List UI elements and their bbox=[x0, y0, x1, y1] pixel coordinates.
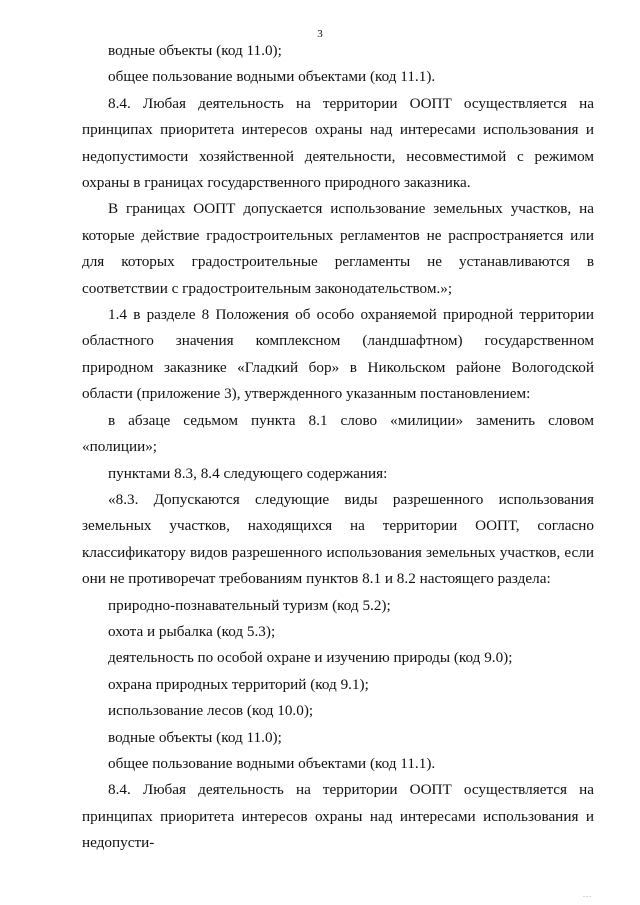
document-body bbox=[82, 38, 594, 857]
list-item-tourism: природно-познавательный туризм (код 5.2); bbox=[108, 596, 391, 614]
paragraph-clause-8-4-repeat: 8.4. Любая деятельность на территории ООПТ осуществляется на принципах приоритета интересов охраны над интересами использования и недопусти- bbox=[82, 781, 594, 852]
paragraph-item-1-4: 1.4 в разделе 8 Положения об особо охраняемой природной территории областного значения комплексном (ландшафтном) государственном природном заказнике «Гладкий бор» в Никольском районе Вологодской области (приложение 3), утвержденного указанным постановлением: bbox=[82, 306, 594, 403]
page-number: 3 bbox=[317, 28, 323, 40]
list-item-nature-protection: деятельность по особой охране и изучению природы (код 9.0); bbox=[108, 649, 513, 667]
paragraph-clause-8-4: 8.4. Любая деятельность на территории ООПТ осуществляется на принципах приоритета интересов охраны над интересами использования и недопустимости хозяйственной деятельности, несовместимой с режимом охраны в границах государственного природного заказника. bbox=[82, 94, 594, 192]
paragraph-land-use: В границах ООПТ допускается использование земельных участков, на которые действие градостроительных регламентов не распространяется или для которых градостроительные регламенты не устанавливаются в соответствии с градостроительным законодательством.»; bbox=[82, 200, 594, 297]
list-item-territory-protection: охрана природных территорий (код 9.1); bbox=[108, 675, 369, 693]
list-item-water-objects: водные объекты (код 11.0); bbox=[108, 728, 282, 746]
list-item-water-use: общее пользование водными объектами (код 11.1). bbox=[108, 754, 436, 772]
paragraph-water-use: общее пользование водными объектами (код 11.1). bbox=[108, 68, 436, 86]
footer-mark: ... bbox=[583, 890, 592, 899]
list-item-hunting: охота и рыбалка (код 5.3); bbox=[108, 622, 276, 640]
paragraph-add-clauses: пунктами 8.3, 8.4 следующего содержания: bbox=[108, 464, 388, 482]
paragraph-clause-8-3: «8.3. Допускаются следующие виды разрешенного использования земельных участков, находящихся на территории ООПТ, согласно классификатору видов разрешенного использования земельных участков, если они не противоречат требованиям пунктов 8.1 и 8.2 настоящего раздела: bbox=[82, 490, 594, 588]
list-item-forest-use: использование лесов (код 10.0); bbox=[108, 702, 314, 720]
paragraph-water-objects: водные объекты (код 11.0); bbox=[108, 42, 282, 59]
paragraph-replace-word: в абзаце седьмом пункта 8.1 слово «милиции» заменить словом «полиции»; bbox=[82, 411, 594, 456]
